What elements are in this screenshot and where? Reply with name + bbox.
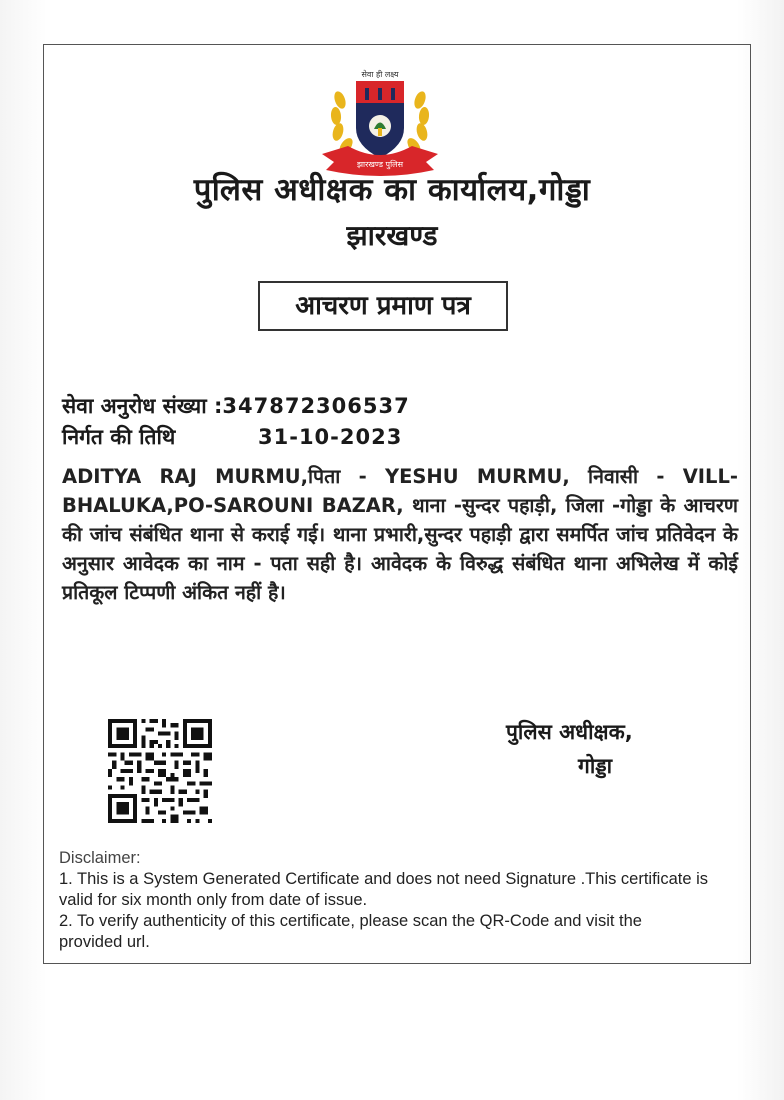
qr-code-icon[interactable]	[108, 719, 212, 823]
jharkhand-police-emblem-icon	[318, 66, 442, 182]
request-number-value: 347872306537	[222, 394, 410, 418]
disclaimer-point-1: 1. This is a System Generated Certificate and does not need Signature .This certificate is valid for six month only from date of issue.	[59, 870, 709, 909]
request-number-row	[62, 392, 410, 420]
svg-text:झारखण्ड पुलिस: झारखण्ड पुलिस	[356, 160, 404, 169]
svg-text:सेवा ही लक्ष्य: सेवा ही लक्ष्य	[361, 70, 399, 79]
signatory-place: गोड्डा	[578, 754, 613, 778]
certificate-title: आचरण प्रमाण पत्र	[258, 281, 508, 331]
certificate-body: ADITYA RAJ MURMU,पिता - YESHU MURMU, निवासी - VILL-BHALUKA,PO-SAROUNI BAZAR, थाना -सुन्दर पहाड़ी, जिला -गोड्डा के आचरण की जांच संबंधित थाना से कराई गई। थाना प्रभारी,सुन्दर पहाड़ी द्वारा समर्पित जांच प्रतिवेदन के अनुसार आवेदक का नाम - पता सही है। आवेदक के विरुद्ध संबंधित थाना अभिलेख में कोई प्रतिकूल टिप्पणी अंकित नहीं है।	[62, 465, 738, 604]
issue-date-row	[62, 423, 402, 451]
issue-date-value: 31-10-2023	[258, 425, 403, 449]
signature-block	[506, 715, 633, 783]
disclaimer	[59, 848, 709, 953]
state-title: झारखण्ड	[346, 219, 438, 252]
disclaimer-heading: Disclaimer:	[59, 849, 141, 867]
office-title: पुलिस अधीक्षक का कार्यालय,गोड्डा	[193, 172, 591, 208]
issue-date-label: निर्गत की तिथि	[62, 425, 176, 449]
request-number-label: सेवा अनुरोध संख्या :	[62, 394, 223, 418]
signatory-designation: पुलिस अधीक्षक,	[506, 720, 633, 744]
disclaimer-point-2: 2. To verify authenticity of this certificate, please scan the QR-Code and visit the provided url.	[59, 912, 642, 951]
